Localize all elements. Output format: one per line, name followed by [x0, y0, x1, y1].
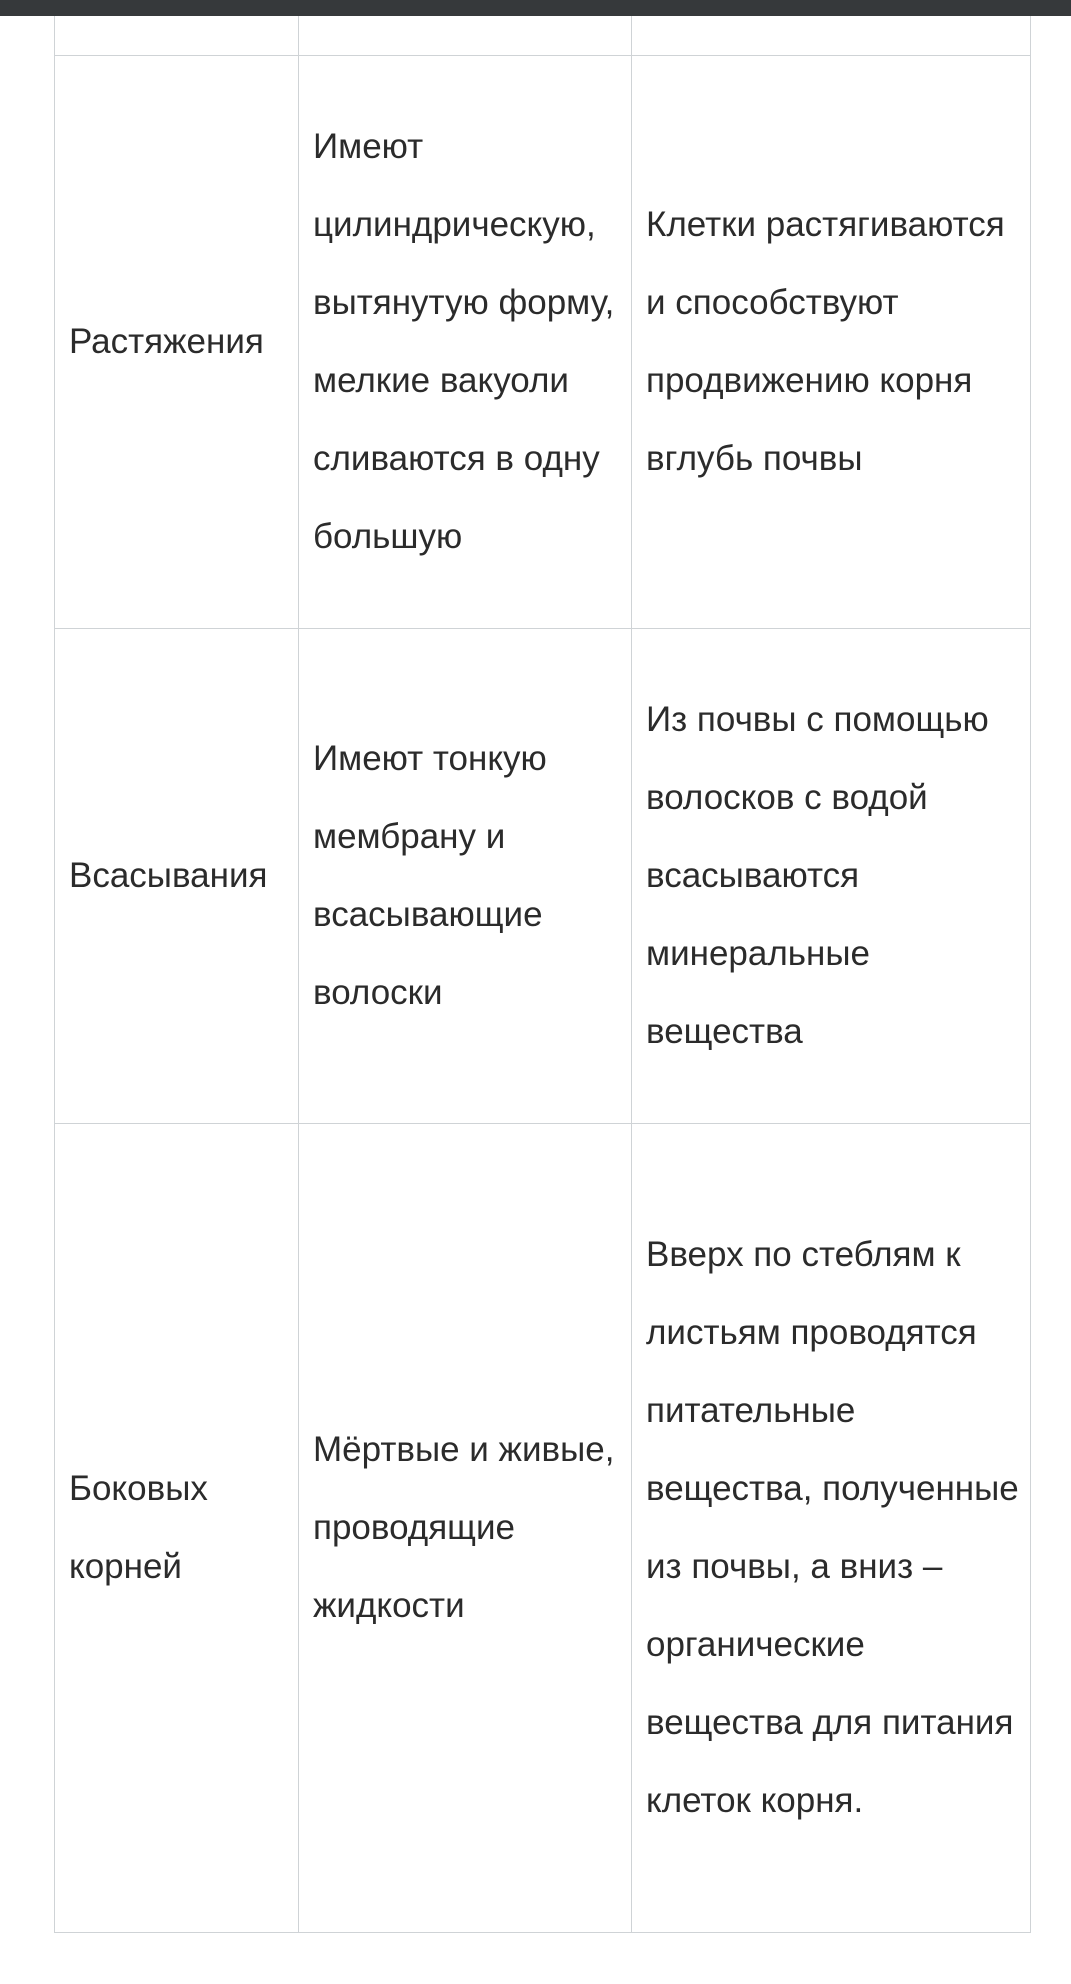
zone-function: Клетки растягиваются и способствуют продвижению корня вглубь почвы	[646, 205, 1005, 478]
zone-name-cell	[55, 1124, 299, 1933]
table-row-partial	[55, 16, 1031, 56]
table-cell	[299, 16, 632, 56]
zone-structure: Имеют цилиндрическую, вытянутую форму, мелкие вакуоли сливаются в одну большую	[313, 127, 615, 556]
table-row	[55, 1124, 1031, 1933]
zone-name: Растяжения	[69, 322, 264, 361]
table-cell	[632, 16, 1031, 56]
zone-function: Из почвы с помощью волосков с водой всасываются минеральные вещества	[646, 700, 989, 1051]
table-cell	[55, 16, 299, 56]
zone-function: Вверх по стеблям к листьям проводятся питательные вещества, полученные из почвы, а вниз – органические вещества для питания клеток корня.	[646, 1235, 1019, 1820]
top-app-bar	[0, 0, 1071, 16]
function-cell	[632, 56, 1031, 629]
root-zones-table	[54, 16, 1031, 1933]
function-cell	[632, 1124, 1031, 1933]
zone-name: Боковых корней	[69, 1469, 208, 1586]
function-cell	[632, 629, 1031, 1124]
root-zones-table-container	[54, 16, 1030, 1933]
table-row	[55, 629, 1031, 1124]
zone-name-cell	[55, 56, 299, 629]
table-row	[55, 56, 1031, 629]
structure-cell	[299, 56, 632, 629]
structure-cell	[299, 629, 632, 1124]
zone-structure: Имеют тонкую мембрану и всасывающие волоски	[313, 739, 547, 1012]
zone-structure: Мёртвые и живые, проводящие жидкости	[313, 1430, 615, 1625]
structure-cell	[299, 1124, 632, 1933]
zone-name: Всасывания	[69, 856, 268, 895]
zone-name-cell	[55, 629, 299, 1124]
